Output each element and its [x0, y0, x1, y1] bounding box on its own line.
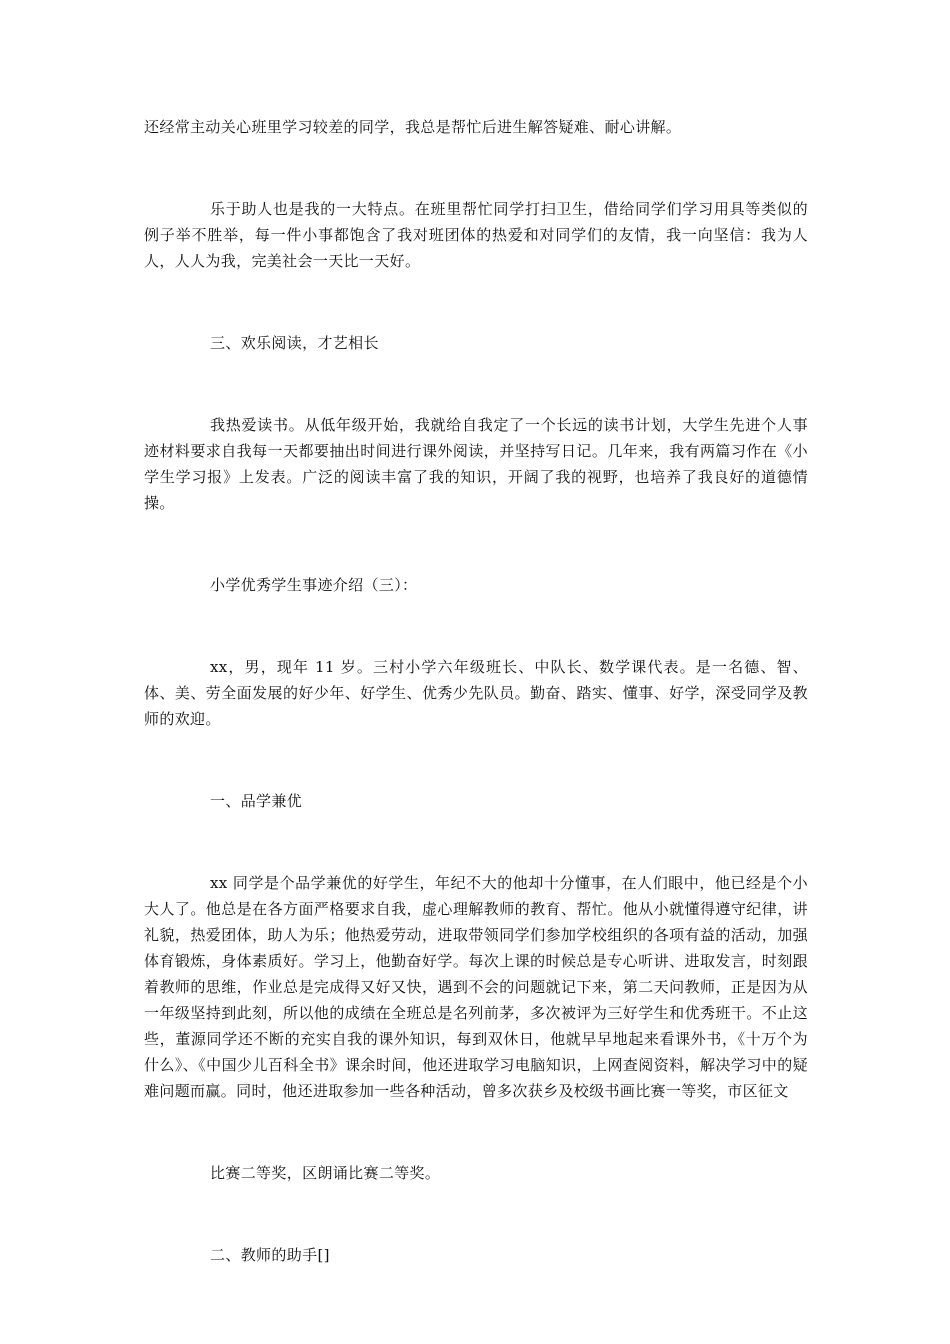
- paragraph: 还经常主动关心班里学习较差的同学，我总是帮忙后进生解答疑难、耐心讲解。: [144, 118, 682, 136]
- paragraph: 我热爱读书。从低年级开始，我就给自我定了一个长远的读书计划，大学生先进个人事迹材料要求自我每一天都要抽出时间进行课外阅读，并坚持写日记。几年来，我有两篇习作在《小学生学习报》上发表。广泛的阅读丰富了我的知识，开阔了我的视野，也培养了我良好的道德情操。: [144, 416, 808, 512]
- paragraph: 比赛二等奖，区朗诵比赛二等奖。: [210, 1164, 441, 1182]
- paragraph: xx，男，现年 11 岁。三村小学六年级班长、中队长、数学课代表。是一名德、智、体、美、劳全面发展的好少年、好学生、优秀少先队员。勤奋、踏实、懂事、好学，深受同学及教师的欢迎。: [144, 658, 808, 728]
- section-heading: 一、品学兼优: [210, 792, 303, 810]
- document-body: [144, 114, 808, 1324]
- section-heading: 小学优秀学生事迹介绍（三）：: [210, 576, 418, 594]
- paragraph: 乐于助人也是我的一大特点。在班里帮忙同学打扫卫生，借给同学们学习用具等类似的例子举不胜举，每一件小事都饱含了我对班团体的热爱和对同学们的友情，我一向坚信：我为人人，人人为我，完美社会一天比一天好。: [144, 200, 808, 270]
- section-heading: 三、欢乐阅读，才艺相长: [210, 334, 379, 352]
- paragraph: xx 同学是个品学兼优的好学生，年纪不大的他却十分懂事，在人们眼中，他已经是个小大人了。他总是在各方面严格要求自我，虚心理解教师的教育、帮忙。他从小就懂得遵守纪律，讲礼貌，热爱团体，助人为乐；他热爱劳动，进取带领同学们参加学校组织的各项有益的活动，加强体育锻炼，身体素质好。学习上，他勤奋好学。每次上课的时候总是专心听讲、进取发言，时刻跟着教师的思维，作业总是完成得又好又快，遇到不会的问题就记下来，第二天问教师，正是因为从一年级坚持到此刻，所以他的成绩在全班总是名列前茅，多次被评为三好学生和优秀班干。不止这些，董源同学还不断的充实自我的课外知识，每到双休日，他就早早地起来看课外书，《十万个为什么》、《中国少儿百科全书》课余时间，他还进取学习电脑知识，上网查阅资料，解决学习中的疑难问题而赢。同时，他还进取参加一些各种活动，曾多次获乡及校级书画比赛一等奖，市区征文: [144, 874, 808, 1100]
- section-heading: 二、教师的助手[]: [210, 1246, 330, 1264]
